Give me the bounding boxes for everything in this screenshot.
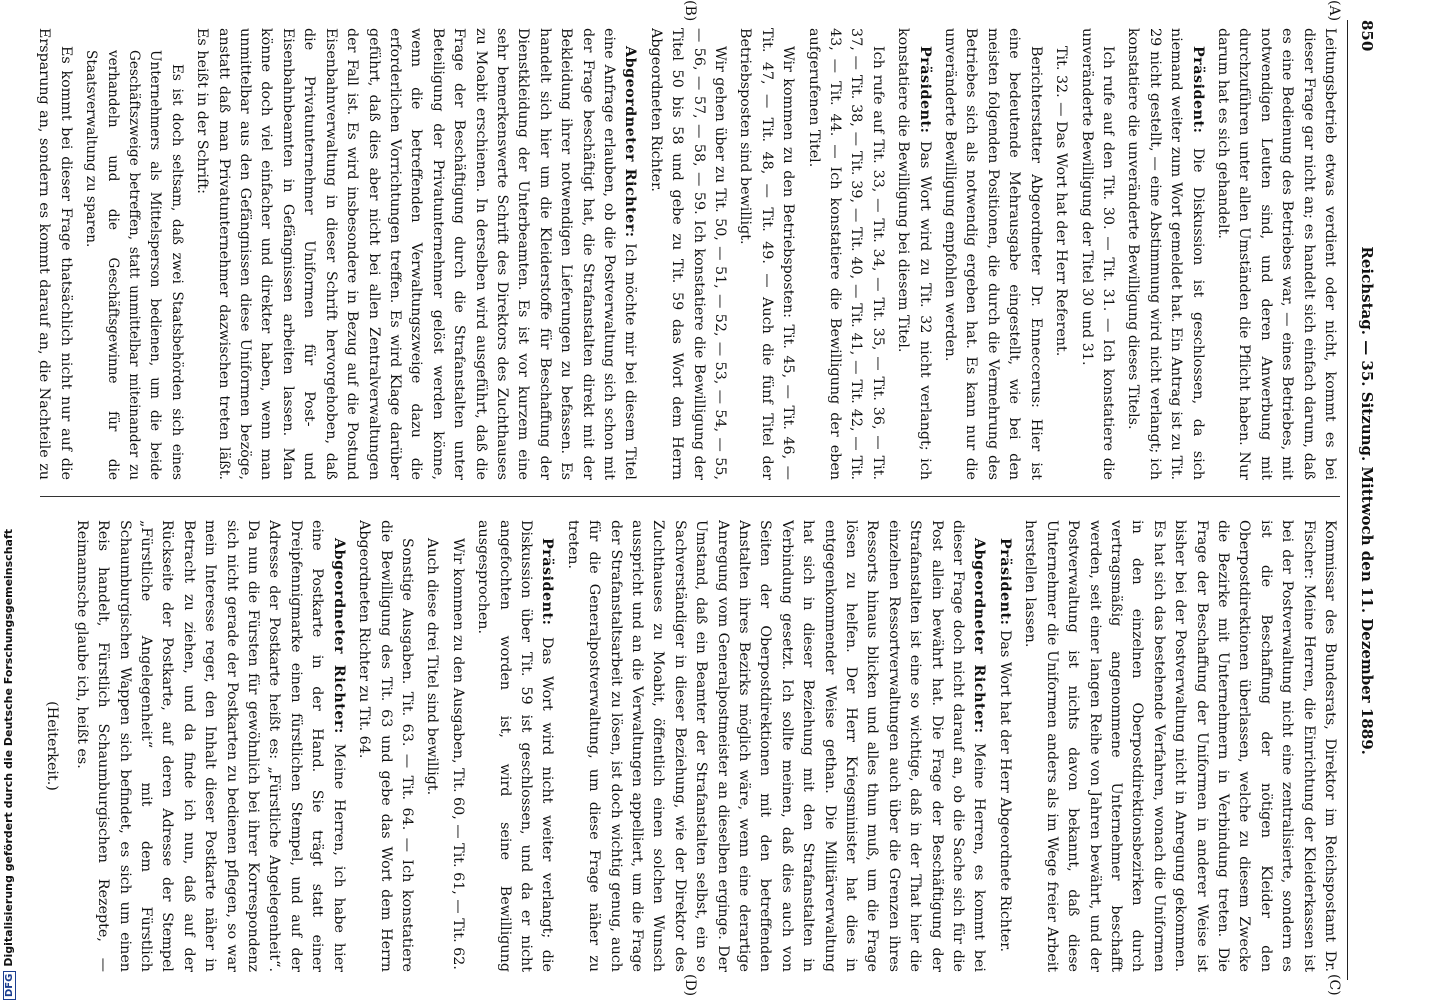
paragraph xyxy=(1075,28,1118,480)
dfg-logo: DFG xyxy=(3,971,16,1000)
paragraph-text: Wir kommen zu den Betriebsposten: Tit. 45, — Tit. 46, — Tit. 47, — Tit. 48, — Tit. 49. — Auch die fünf Titel der Betriebsposten sind bewilligt. xyxy=(737,28,797,480)
margin-mark-c: (C) xyxy=(1326,974,1342,996)
paragraph xyxy=(30,28,76,480)
paragraph-text: Das Wort wird zu Tit. 32 nicht verlangt; ich konstatiere die Bewilligung bei diesem Titel. xyxy=(895,28,933,480)
paragraph xyxy=(1122,28,1208,480)
paragraph-text: Das Wort wird nicht weiter verlangt; die Diskussion über Tit. 59 ist geschlossen, und da er nicht angefochten worden ist, wird seine Bewilligung ausgesprochen. xyxy=(475,520,556,972)
paragraph xyxy=(472,520,558,972)
margin-mark-b: (B) xyxy=(682,0,698,22)
paragraph-text: Ich möchte mir bei diesem Titel eine Anfrage erlauben, ob die Postverwaltung sich schon mit der Frage beschäftigt hat, die Strafanstalten direkt mit der Bekleidung ihrer notwendigen Lieferungen zu befassen. Es handelt sich hier um die Kleiderstoffe für Beschaffung der Dienstkleidung der Unterbeamten. Es ist vor kurzem eine sehr bemerkenswerte Schrift des Direktors des Zuchthauses zu Moabit erschienen. In derselben wird ausgeführt, daß die Frage der Beschäftigung durch die Strafanstalten unter Beteiligung der Privatunternehmer gelöst werden könne, wenn die betreffenden Verwaltungszweige dazu die erforderlichen Vorrichtungen treffen. Es wird Klage darüber geführt, daß dies aber nicht bei allen Zentralverwaltungen der Fall ist. Es wird insbesondere in Bezug auf die Postund Eisenbahnverwaltung in dieser Schrift hervorgehoben, daß die Privatunternehmer Uniformen für Post- und Eisenbahnbeamten in Gefängnissen arbeiten lassen. Man könne doch viel einfacher und direkter haben, wenn man unmittelbar aus den Gefängnissen diese Uniformen bezöge, anstatt daß man Privatunternehmer dazwischen treten läßt. Es heißt in der Schrift: xyxy=(194,28,639,480)
funding-note: Digitalisierung gefördert durch die Deutsche Forschungsgemeinschaft xyxy=(2,528,15,967)
paragraph-text: Das Wort hat der Herr Abgeordnete Richter. xyxy=(996,629,1013,953)
paragraph xyxy=(644,28,730,480)
paragraph xyxy=(939,28,1046,480)
stage-direction xyxy=(41,520,62,972)
page-number: 850 xyxy=(1358,20,1376,52)
paragraph-text: Es kommt bei dieser Frage thatsächlich nicht nur auf die Ersparung an, sondern es kommt darauf an, die Nachteile zu xyxy=(36,28,74,480)
quoted-passage xyxy=(80,50,187,480)
column-divider xyxy=(40,496,1340,497)
paragraph xyxy=(994,520,1015,972)
paragraph xyxy=(191,28,641,480)
paragraph-text: Sonstige Ausgaben. Tit. 63. — Tit. 64. — Ich konstatiere die Bewilligung des Tit. 63 und gebe das Wort dem Herrn Abgeordneten Richter zu Tit. 64. xyxy=(356,520,415,972)
speaker-name: Präsident: xyxy=(916,46,933,134)
right-column xyxy=(30,520,1340,972)
paragraph-text: Tit. 32. — Das Wort hat der Herr Referent. xyxy=(1053,46,1070,357)
speaker-name: Abgeordneter Richter: xyxy=(971,538,988,734)
left-column xyxy=(30,28,1340,480)
funding-footer xyxy=(2,0,22,1000)
paragraph xyxy=(1050,28,1071,480)
paragraph-text: Wir kommen zu den Ausgaben, Tit. 60, — Tit. 61, — Tit. 62. xyxy=(449,538,466,970)
paragraph xyxy=(892,28,935,480)
paragraph xyxy=(734,28,798,480)
rotated-content xyxy=(8,0,1388,1000)
paragraph xyxy=(1019,520,1340,972)
speaker-name: Präsident: xyxy=(996,538,1013,626)
paragraph-text: Ich rufe auf den Tit. 30. — Tit. 31. — Ich konstatiere die unveränderte Bewilligung der Titel 30 und 31. xyxy=(1078,28,1116,480)
paragraph-text: Es ist doch seltsam, daß zwei Staatsbehörden sich eines Unternehmers als Mittelsperson bedienen, um die beide Geschäftszweige betreffen, statt unmittelbar miteinander zu verhandeln und die Geschäftsgewinne für die Staatsverwaltung zu sparen. xyxy=(83,50,185,480)
paragraph xyxy=(421,520,442,972)
paragraph xyxy=(353,520,417,972)
page-title: Reichstag. — 35. Sitzung. Mittwoch den 11. Dezember 1889. xyxy=(1358,246,1376,755)
speaker-name: Abgeordneter Richter: xyxy=(622,46,639,238)
paragraph xyxy=(446,520,467,972)
paragraph-text: Auch diese drei Titel sind bewilligt. xyxy=(424,538,441,796)
margin-mark-a: (A) xyxy=(1326,0,1342,22)
paragraph xyxy=(30,520,33,972)
paragraph-text: Meine Herren, ich habe hier eine Postkarte in der Hand. Sie trägt statt einer Dreipfennigmarke einen fürstlichen Stempel, und auf der Adresse der Postkarte heißt es: „Fürstliche Angelegenheit“. Da nun die Fürsten für gewöhnlich bei ihrer Korrespondenz sich nicht gerade der Postkarten zu bedienen pflegen, so war mein Interesse reger, den Inhalt dieser Postkarte näher in Betracht zu ziehen, und da finde ich nun, daß auf der Rückseite der Postkarte, auf deren Adresse der Stempel „Fürstliche Angelegenheit“ mit dem Fürstlich Schaumburgischen Wappen sich befindet, es sich um einen Reis handelt, Fürstlich Schaumburgischen Rezepte, — Reimannsche glaube ich, heißt es. xyxy=(73,520,347,972)
page-header xyxy=(1354,20,1380,980)
paragraph-text: Ich rufe auf Tit. 33, — Tit. 34, — Tit. 35, — Tit. 36, — Tit. 37, — Tit. 38, — Tit. 39, — Tit. 40, — Tit. 41, — Tit. 42, — Tit. 43, — Tit. 44. — Ich konstatiere die Bewilligung der eben aufgerufenen Titel. xyxy=(805,28,886,480)
paragraph-text: Wir gehen über zu Tit. 50, — 51, — 52, — 53, — 54, — 55, — 56, — 57, — 58, — 59. Ich konstatiere die Bewilligung der Titel 50 bis 58 und gebe zu Tit. 59 das Wort dem Herrn Abgeordneten Richter. xyxy=(647,28,729,480)
paragraph-text: Kommissar des Bundesrats, Direktor im Reichspostamt Dr. Fischer: Meine Herren, die Einrichtung der Kleiderkassen ist bei der Postverwaltung nicht eine zentralisierte, sondern es ist die Beschaffung der nötigen Kleider den Oberpostdirektionen überlassen, welche zu diesem Zwecke die Bezirke mit Unternehmern in Verbindung treten. Die Frage der Beschaffung der Uniformen in anderer Weise ist bisher bei der Postverwaltung nicht in Anregung gekommen. Es hat sich das bestehende Verfahren, wonach die Uniformen in den einzelnen Oberpostdirektionsbezirken durch vertragsmäßig angenommene Unternehmer beschafft werden, seit einer langen Reihe von Jahren bewährt, und der Postverwaltung ist nichts davon bekannt, daß diese Unternehmer die Uniformen anders als im Wege freier Arbeit herstellen lassen. xyxy=(1022,520,1338,972)
paragraph xyxy=(1212,28,1340,480)
paragraph-text xyxy=(30,520,31,972)
paragraph-text: Die Diskussion ist geschlossen, da sich niemand weiter zum Wort gemeldet hat. Ein Antrag ist zu Tit. 29 nicht gestellt, — eine Abstimmung wird nicht verlangt; ich konstatiere die unveränderte Bewilligung dieses Titels. xyxy=(1125,28,1206,480)
header-rule xyxy=(1347,20,1348,980)
margin-mark-d: (D) xyxy=(682,974,698,997)
paragraph-text: (Heiterkeit.) xyxy=(44,701,61,791)
paragraph-text: Meine Herren, es kommt bei dieser Frage doch nicht darauf an, ob die Sache sich für die Post allein bewährt hat. Die Frage der Beschäftigung der Strafanstalten ist eine so wichtige, daß in der That hier die einzelnen Ressortverwaltungen auch über die Grenzen ihres Ressorts hinaus blicken und alles thun muß, um die Frage lösen zu helfen. Der Herr Kriegsminister hat dies in entgegenkommender Weise gethan. Die Militärverwaltung hat sich in dieser Beziehung mit den Strafanstalten in Verbindung gesetzt. Ich sollte meinen, daß dies auch von Seiten der Oberpostdirektionen mit den betreffenden Anstalten ihres Bezirks möglich wäre, wenn eine derartige Anregung vom Generalpostmeister an dieselben erginge. Der Umstand, daß ein Beamter der Strafanstalten selbst, ein so Sachverständiger in dieser Beziehung, wie der Direktor des Zuchthauses zu Moabit, öffentlich einen solchen Wunsch ausspricht und an die Verwaltungen appelliert, um die Frage der Strafanstaltsarbeit zu lösen, ist doch wichtig genug, auch für die Generalpostverwaltung, um diese Frage näher zu treten. xyxy=(564,520,988,972)
paragraph xyxy=(561,520,989,972)
paragraph xyxy=(70,520,348,972)
paragraph-text: Berichterstatter Abgeordneter Dr. Enneccerus: Hier ist eine bedeutende Mehrausgabe eingestellt, wie bei den meisten folgenden Positionen, die durch die Vermehrung des Betriebes sich als notwendig ergeben hat. Es kann nur die unveränderte Bewilligung empfohlen werden. xyxy=(942,28,1044,480)
paragraph-text: Leitungsbetrieb etwas verdient oder nicht, kommt es bei dieser Frage gar nicht an; es handelt sich einfach darum, daß es eine Bedienung des Betriebes war, — eines Betriebes, mit notwendigen Leuten sind, und deren Anwerbung mit durchzuführen unter allen Umständen die Pflicht haben. Nur darum hat es sich gehandelt. xyxy=(1214,28,1338,480)
paragraph xyxy=(802,28,888,480)
speaker-name: Präsident: xyxy=(539,538,556,626)
speaker-name: Abgeordneter Richter: xyxy=(330,538,347,734)
speaker-name: Präsident: xyxy=(1189,46,1206,134)
